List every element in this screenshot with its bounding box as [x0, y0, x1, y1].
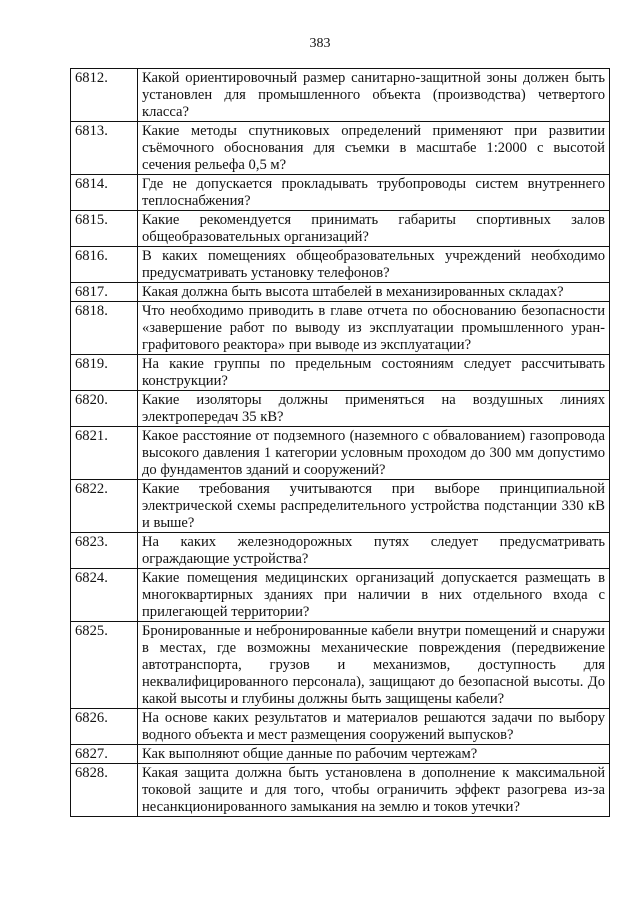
question-number: 6820.: [71, 391, 138, 427]
question-number: 6825.: [71, 622, 138, 709]
question-text: Какие требования учитываются при выборе принципиальной электрической схемы распределительного устройства подстанции 330 кВ и выше?: [138, 480, 610, 533]
question-text: Какой ориентировочный размер санитарно-защитной зоны должен быть установлен для промышленного объекта (производства) четвертого класса?: [138, 69, 610, 122]
table-row: [71, 175, 610, 211]
table-row: [71, 709, 610, 745]
question-number: 6813.: [71, 122, 138, 175]
question-text: На какие группы по предельным состояниям следует рассчитывать конструкции?: [138, 355, 610, 391]
question-number: 6823.: [71, 533, 138, 569]
question-text: На основе каких результатов и материалов решаются задачи по выбору водного объекта и мест размещения сооружений выпусков?: [138, 709, 610, 745]
question-text: Какие методы спутниковых определений применяют при развитии съёмочного обоснования для съемки в масштабе 1:2000 с высотой сечения рельефа 0,5 м?: [138, 122, 610, 175]
questions-table: [70, 68, 610, 817]
table-row: [71, 122, 610, 175]
question-text: Какие изоляторы должны применяться на воздушных линиях электропередач 35 кВ?: [138, 391, 610, 427]
question-number: 6826.: [71, 709, 138, 745]
question-text: Что необходимо приводить в главе отчета по обоснованию безопасности «завершение работ по выводу из эксплуатации промышленного уран-графитового реактора» при выводе из эксплуатации?: [138, 302, 610, 355]
question-number: 6812.: [71, 69, 138, 122]
question-text: В каких помещениях общеобразовательных учреждений необходимо предусматривать установку телефонов?: [138, 247, 610, 283]
table-row: [71, 427, 610, 480]
question-text: Какие рекомендуется принимать габариты спортивных залов общеобразовательных организаций?: [138, 211, 610, 247]
question-text: Где не допускается прокладывать трубопроводы систем внутреннего теплоснабжения?: [138, 175, 610, 211]
question-number: 6828.: [71, 764, 138, 817]
table-row: [71, 745, 610, 764]
table-row: [71, 569, 610, 622]
question-text: Какие помещения медицинских организаций допускается размещать в многоквартирных зданиях при наличии в них отдельного входа с прилегающей территории?: [138, 569, 610, 622]
table-row: [71, 622, 610, 709]
table-row: [71, 391, 610, 427]
question-number: 6817.: [71, 283, 138, 302]
question-number: 6814.: [71, 175, 138, 211]
table-row: [71, 211, 610, 247]
question-number: 6821.: [71, 427, 138, 480]
question-number: 6819.: [71, 355, 138, 391]
table-row: [71, 480, 610, 533]
question-number: 6816.: [71, 247, 138, 283]
question-number: 6827.: [71, 745, 138, 764]
page-number: 383: [309, 36, 331, 51]
table-row: [71, 302, 610, 355]
table-row: [71, 283, 610, 302]
question-text: Как выполняют общие данные по рабочим чертежам?: [138, 745, 610, 764]
question-text: Какая защита должна быть установлена в дополнение к максимальной токовой защите и для того, чтобы ограничить эффект разогрева из-за несанкционированного замыкания на землю и токов утечки?: [138, 764, 610, 817]
question-text: На каких железнодорожных путях следует предусматривать ограждающие устройства?: [138, 533, 610, 569]
question-number: 6818.: [71, 302, 138, 355]
table-row: [71, 533, 610, 569]
table-row: [71, 355, 610, 391]
table-row: [71, 69, 610, 122]
question-text: Какая должна быть высота штабелей в механизированных складах?: [138, 283, 610, 302]
question-text: Какое расстояние от подземного (наземного с обвалованием) газопровода высокого давления 1 категории условным проходом до 300 мм допустимо до фундаментов зданий и сооружений?: [138, 427, 610, 480]
question-number: 6822.: [71, 480, 138, 533]
question-number: 6824.: [71, 569, 138, 622]
table-row: [71, 247, 610, 283]
question-text: Бронированные и небронированные кабели внутри помещений и снаружи в местах, где возможны механические повреждения (передвижение автотранспорта, грузов и механизмов, доступность для неквалифицированного персонала), защищают до безопасной высоты. До какой высоты и глубины должны быть защищены кабели?: [138, 622, 610, 709]
question-number: 6815.: [71, 211, 138, 247]
questions-table-body: [71, 69, 610, 817]
table-row: [71, 764, 610, 817]
